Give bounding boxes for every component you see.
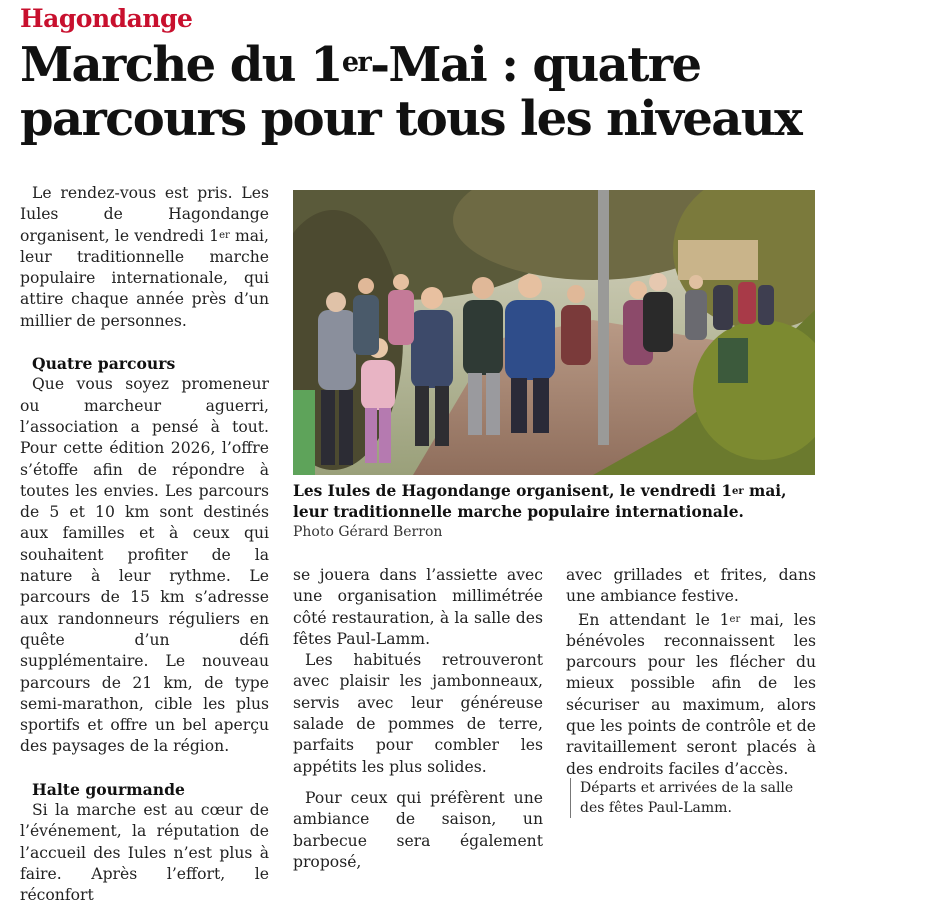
headline-superscript: er (341, 47, 371, 78)
benevoles-paragraph (566, 610, 816, 780)
headline-part2: -Mai : quatre parcours pour tous les niveaux (20, 37, 802, 147)
benevoles-superscript: er (729, 613, 741, 625)
column-2 (293, 565, 543, 873)
caption-text-2: mai, leur traditionnelle marche populaire internationale. (293, 482, 787, 521)
subheading-halte-gourmande: Halte gourmande (32, 779, 185, 799)
column-1 (20, 183, 269, 907)
section2-paragraph-continued: se jouera dans l’assiette avec une organisation millimétrée côté restauration, à la salle des fêtes Paul-Lamm. (293, 566, 543, 648)
section-kicker: Hagondange (20, 4, 193, 33)
barbecue-paragraph-continued: avec grillades et frites, dans une ambiance festive. (566, 566, 816, 606)
subheading-quatre-parcours: Quatre parcours (32, 354, 176, 374)
intro-superscript: er (219, 229, 230, 241)
section2-paragraph-start: Si la marche est au cœur de l’événement, la réputation de l’accueil des Iules n’est plus à faire. Après l’effort, le réconfort (20, 801, 269, 905)
intro-text-1: Le rendez-vous est pris. Les Iules de Hagondange organisent, le vendredi 1 (20, 184, 269, 245)
intro-text-2: mai, leur traditionnelle marche populaire internationale, qui attire chaque année près d’un millier de personnes. (20, 226, 269, 330)
benevoles-text-2: mai, les bénévoles reconnaissent les parcours pour les flécher du mieux possible afin de les sécuriser au maximum, alors que les points de contrôle et de ravitaillement seront placés à des endroits faciles d’accès. (566, 610, 816, 778)
barbecue-paragraph: Pour ceux qui préfèrent une ambiance de saison, un barbecue sera également proposé, (293, 788, 543, 871)
photo-credit: Photo Gérard Berron (293, 524, 443, 540)
jambonneaux-paragraph: Les habitués retrouveront avec plaisir les jambonneaux, servis avec leur généreuse salade de pommes de terre, parfaits pour combler les appétits les plus solides. (293, 651, 543, 776)
section1-paragraph: Que vous soyez promeneur ou marcheur aguerri, l’association a pensé à tout. Pour cette édition 2026, l’offre s’étoffe afin de répondre à toutes les envies. Les parcours de 5 et 10 km sont destinés aux familles et à ceux qui souhaitent profiter de la nature à leur rythme. Le parcours de 15 km s’adresse aux randonneurs réguliers en quête d’un défi supplémentaire. Le nouveau parcours de 21 km, de type semi-marathon, cible les plus sportifs et offre un bel aperçu des paysages de la région. (20, 375, 269, 756)
caption-superscript: er (732, 486, 744, 497)
intro-paragraph (20, 183, 269, 332)
photo-caption (293, 481, 815, 523)
headline-part1: Marche du 1 (20, 37, 342, 93)
benevoles-text-1: En attendant le 1 (578, 610, 730, 629)
headline (20, 38, 925, 146)
article-photo (293, 190, 815, 475)
column-3 (566, 565, 816, 780)
caption-text-1: Les Iules de Hagondange organisent, le vendredi 1 (293, 482, 733, 500)
walkers-photo-illustration (293, 190, 815, 475)
info-box: Départs et arrivées de la salle des fêtes Paul-Lamm. (570, 778, 820, 818)
